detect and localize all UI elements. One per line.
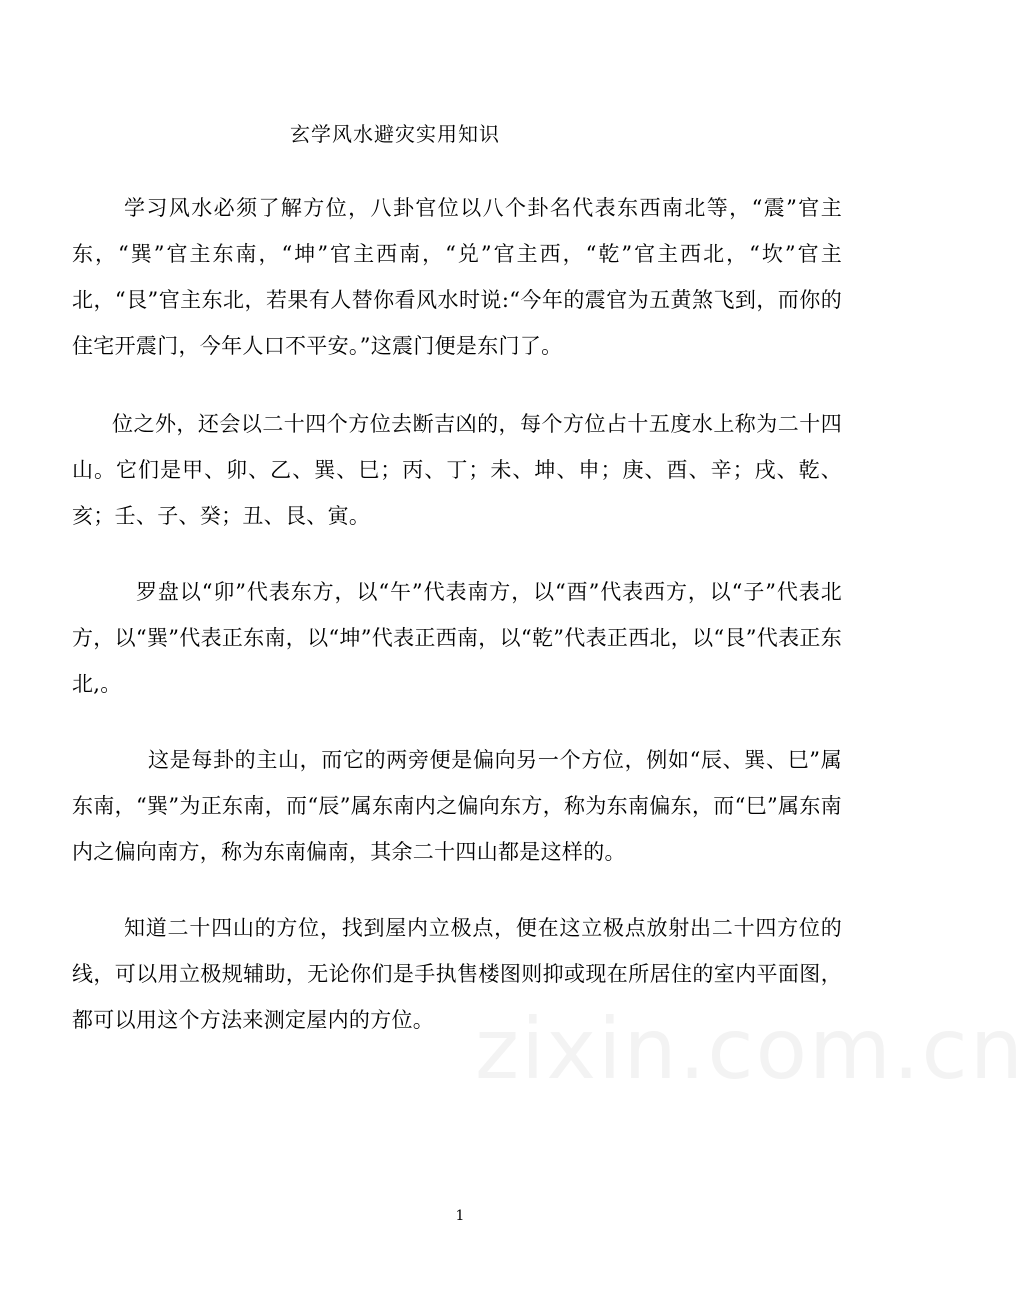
document-title: 玄学风水避灾实用知识 [290, 122, 500, 146]
paragraph-3: 罗盘以“卯”代表东方，以“午”代表南方，以“酉”代表西方，以“子”代表北方，以“巽”代表正东南，以“坤”代表正西南，以“乾”代表正西北，以“艮”代表正东北,。 [72, 580, 842, 696]
page-number: 1 [455, 1208, 465, 1224]
paragraph-5: 知道二十四山的方位，找到屋内立极点，便在这立极点放射出二十四方位的线，可以用立极规辅助，无论你们是手执售楼图则抑或现在所居住的室内平面图，都可以用这个方法来测定屋内的方位。 [72, 916, 842, 1032]
paragraph-4: 这是每卦的主山，而它的两旁便是偏向另一个方位，例如“辰、巽、巳”属东南，“巽”为正东南，而“辰”属东南内之偏向东方，称为东南偏东，而“巳”属东南内之偏向南方，称为东南偏南，其余二十四山都是这样的。 [72, 748, 842, 864]
watermark: zixin.com.cn [475, 1000, 1025, 1098]
paragraph-2: 位之外，还会以二十四个方位去断吉凶的，每个方位占十五度水上称为二十四山。它们是甲、卯、乙、巽、巳；丙、丁；未、坤、申；庚、酉、辛；戌、乾、亥；壬、子、癸；丑、艮、寅。 [72, 412, 842, 528]
paragraph-1: 学习风水必须了解方位，八卦官位以八个卦名代表东西南北等，“震”官主东，“巽”官主东南，“坤”官主西南，“兑”官主西，“乾”官主西北，“坎”官主北，“艮”官主东北，若果有人替你看风水时说:“今年的震官为五黄煞飞到，而你的住宅开震门，今年人口不平安。”这震门便是东门了。 [72, 196, 842, 358]
